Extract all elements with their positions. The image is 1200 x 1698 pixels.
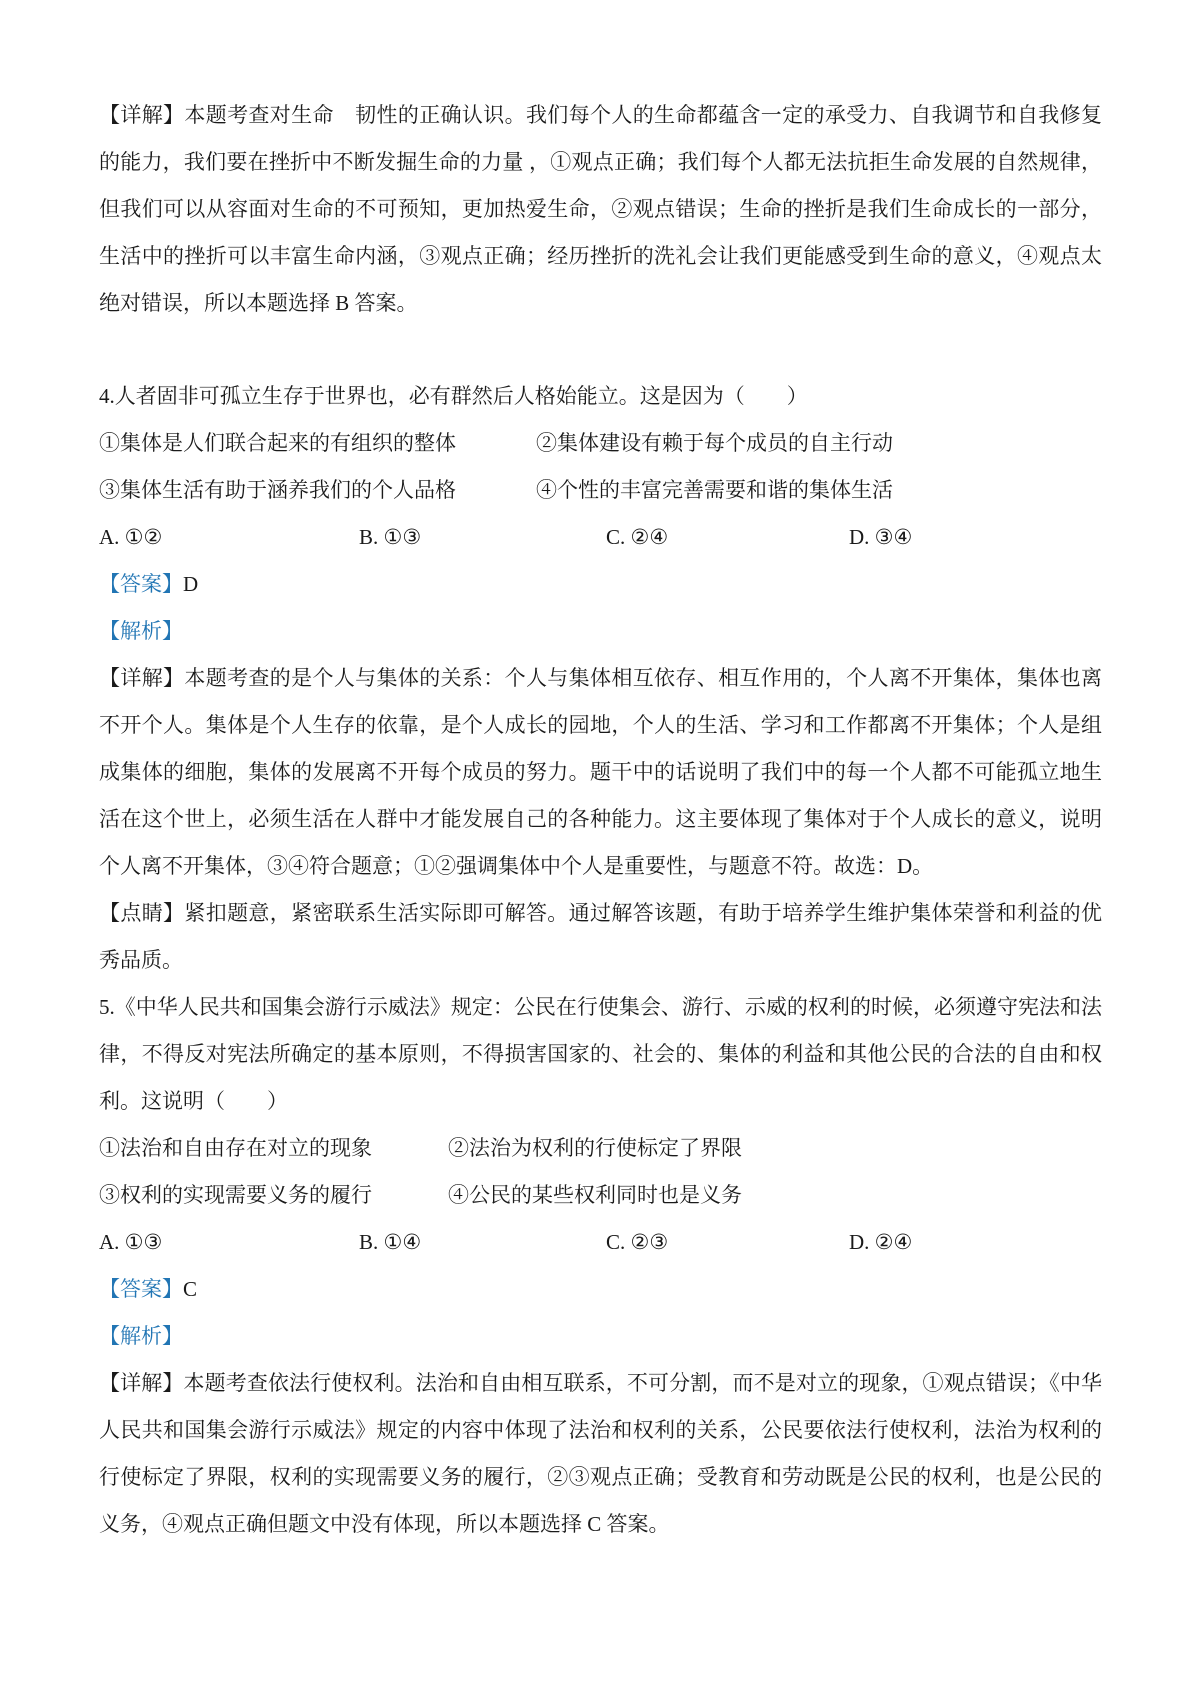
q4-choice-d: D. ③④	[849, 525, 913, 549]
q4-option-4: ④个性的丰富完善需要和谐的集体生活	[536, 478, 893, 502]
q5-stem: 5.《中华人民共和国集会游行示威法》规定：公民在行使集会、游行、示威的权利的时候，必须遵守宪法和法律，不得反对宪法所确定的基本原则，不得损害国家的、社会的、集体的利益和其他公民的合法的自由和权利。这说明（ ）	[99, 995, 1102, 1113]
q5-analysis-label: 【解析】	[99, 1324, 183, 1348]
q4-choice-a: A. ①②	[99, 525, 163, 549]
q5-option-4: ④公民的某些权利同时也是义务	[448, 1183, 742, 1207]
q5-option-1: ①法治和自由存在对立的现象	[99, 1136, 372, 1160]
q4-option-2: ②集体建设有赖于每个成员的自主行动	[536, 431, 893, 455]
q5-answer-line	[99, 1266, 1102, 1313]
q5-choice-d: D. ②④	[849, 1230, 913, 1254]
q4-analysis-line	[99, 608, 1102, 655]
q4-choice-b: B. ①③	[359, 525, 422, 549]
q5-answer-label: 【答案】	[99, 1277, 183, 1301]
q4-answer-label: 【答案】	[99, 572, 183, 596]
q4-answer-line	[99, 561, 1102, 608]
q5-detail-paragraph: 【详解】本题考查依法行使权利。法治和自由相互联系，不可分割，而不是对立的现象，①观点错误；《中华人民共和国集会游行示威法》规定的内容中体现了法治和权利的关系，公民要依法行使权利，法治为权利的行使标定了界限，权利的实现需要义务的履行，②③观点正确；受教育和劳动既是公民的权利，也是公民的义务，④观点正确但题文中没有体现，所以本题选择 C 答案。	[99, 1371, 1102, 1536]
q5-options-row-1	[99, 1125, 1102, 1172]
q4-choices-row	[99, 514, 1102, 561]
q5-choices-row	[99, 1219, 1102, 1266]
q4-answer-value: D	[183, 572, 199, 596]
q4-option-3: ③集体生活有助于涵养我们的个人品格	[99, 478, 456, 502]
q5-choice-b: B. ①④	[359, 1230, 422, 1254]
q4-option-1: ①集体是人们联合起来的有组织的整体	[99, 431, 456, 455]
q5-choice-c: C. ②③	[606, 1230, 669, 1254]
q4-choice-c: C. ②④	[606, 525, 669, 549]
q4-options-row-2	[99, 467, 1102, 514]
q4-analysis-label: 【解析】	[99, 619, 183, 643]
q4-options-row-1	[99, 420, 1102, 467]
q3-detail-paragraph: 【详解】本题考查对生命 韧性的正确认识。我们每个人的生命都蕴含一定的承受力、自我调节和自我修复的能力，我们要在挫折中不断发掘生命的力量 ，①观点正确；我们每个人都无法抗拒生命发展的自然规律，但我们可以从容面对生命的不可预知，更加热爱生命，②观点错误；生命的挫折是我们生命成长的一部分，生活中的挫折可以丰富生命内涵，③观点正确；经历挫折的洗礼会让我们更能感受到生命的意义，④观点太绝对错误，所以本题选择 B 答案。	[99, 103, 1102, 315]
q4-detail-paragraph: 【详解】本题考查的是个人与集体的关系：个人与集体相互依存、相互作用的，个人离不开集体，集体也离不开个人。集体是个人生存的依靠，是个人成长的园地，个人的生活、学习和工作都离不开集体；个人是组成集体的细胞，集体的发展离不开每个成员的努力。题干中的话说明了我们中的每一个人都不可能孤立地生活在这个世上，必须生活在人群中才能发展自己的各种能力。这主要体现了集体对于个人成长的意义，说明个人离不开集体，③④符合题意；①②强调集体中个人是重要性，与题意不符。故选：D。	[99, 666, 1102, 878]
q5-analysis-line	[99, 1313, 1102, 1360]
q5-options-row-2	[99, 1172, 1102, 1219]
document-content	[99, 92, 1102, 1548]
q5-option-3: ③权利的实现需要义务的履行	[99, 1183, 372, 1207]
q4-tip-paragraph: 【点睛】紧扣题意，紧密联系生活实际即可解答。通过解答该题，有助于培养学生维护集体荣誉和利益的优秀品质。	[99, 901, 1102, 972]
q5-answer-value: C	[183, 1277, 198, 1301]
q5-option-2: ②法治为权利的行使标定了界限	[448, 1136, 742, 1160]
q4-stem: 4.人者固非可孤立生存于世界也，必有群然后人格始能立。这是因为（ ）	[99, 384, 808, 408]
q5-choice-a: A. ①③	[99, 1230, 163, 1254]
